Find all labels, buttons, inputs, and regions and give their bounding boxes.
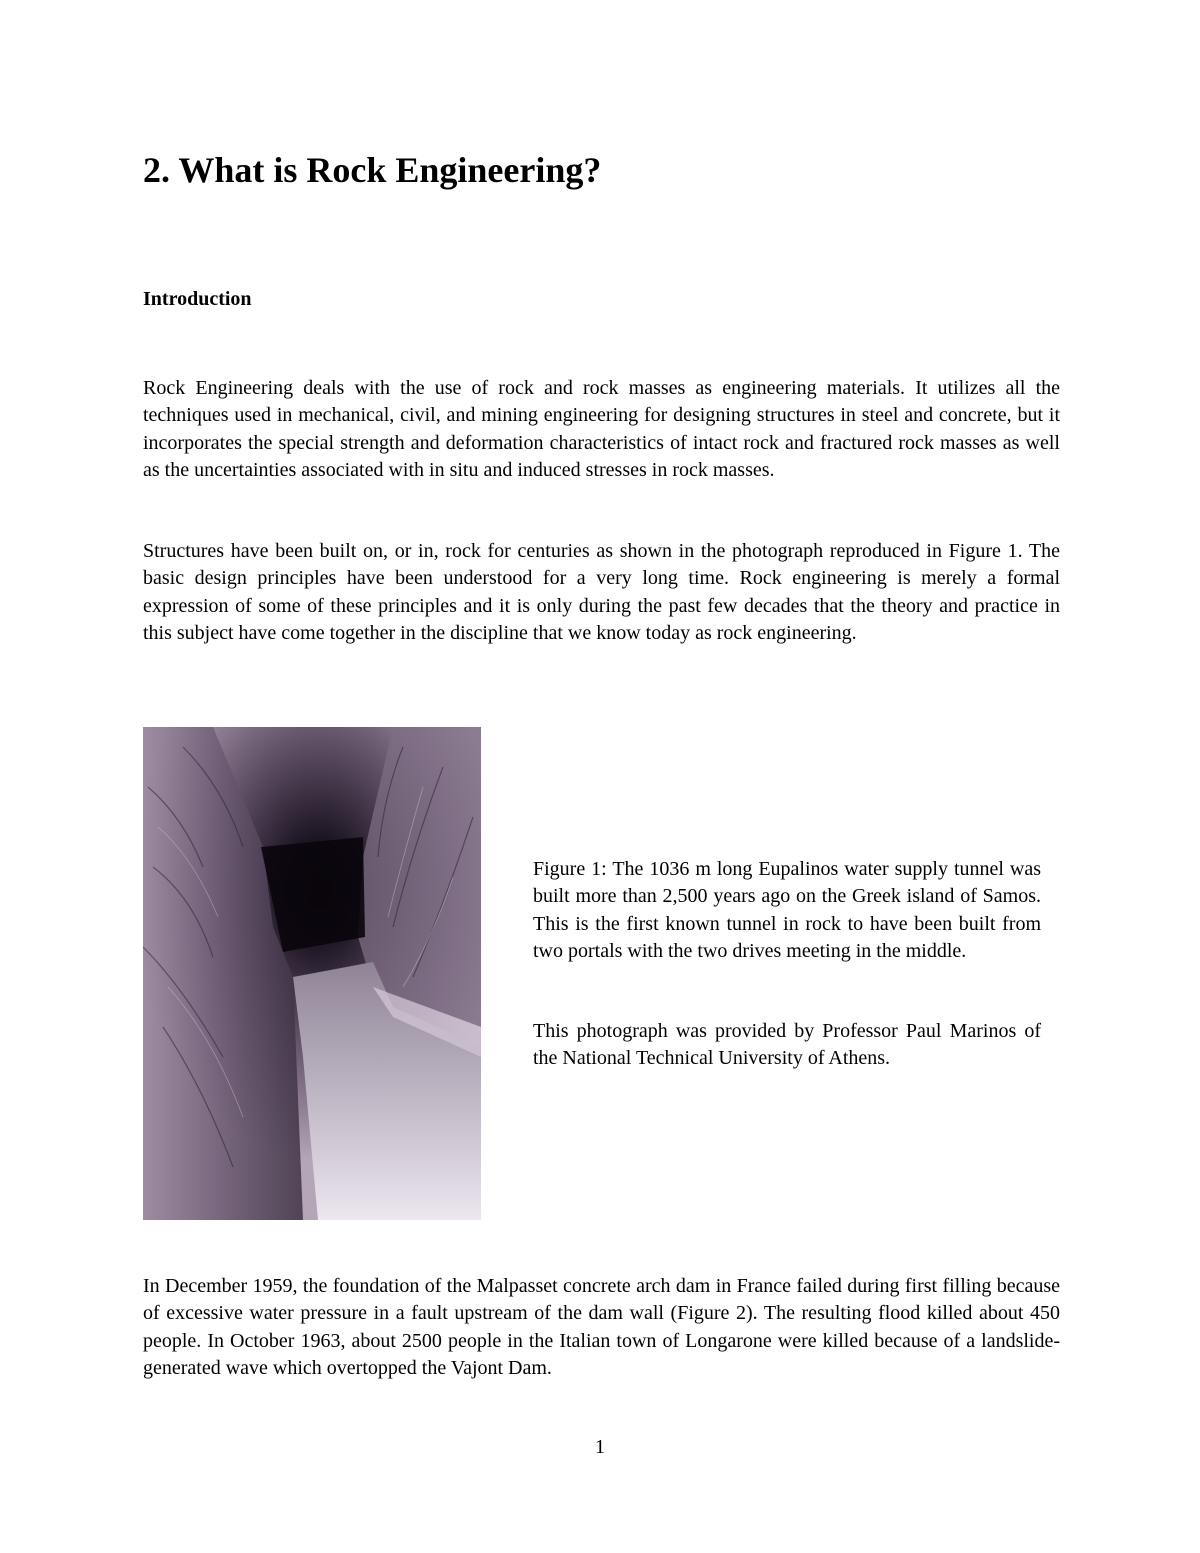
page-title: 2. What is Rock Engineering? xyxy=(143,150,602,190)
figure-1-photo xyxy=(143,727,481,1220)
page-number: 1 xyxy=(595,1436,605,1458)
figure-1-credit: This photograph was provided by Professor Paul Marinos of the National Technical University of Athens. xyxy=(533,1020,1041,1070)
body-paragraph: Rock Engineering deals with the use of rock and rock masses as engineering materials. It utilizes all the techniques used in mechanical, civil, and mining engineering for designing structures in steel and concrete, but it incorporates the special strength and deformation characteristics of intact rock and fractured rock masses as well as the uncertainties associated with in situ and induced stresses in rock masses. xyxy=(143,377,1060,482)
tunnel-photo-image xyxy=(143,727,481,1220)
body-paragraph: In December 1959, the foundation of the Malpasset concrete arch dam in France failed during first filling because of excessive water pressure in a fault upstream of the dam wall (Figure 2). The resulting flood killed about 450 people. In October 1963, about 2500 people in the Italian town of Longarone were killed because of a landslide-generated wave which overtopped the Vajont Dam. xyxy=(143,1275,1060,1380)
section-heading-introduction: Introduction xyxy=(143,288,252,310)
figure-1-caption: Figure 1: The 1036 m long Eupalinos water supply tunnel was built more than 2,500 years ago on the Greek island of Samos. This is the first known tunnel in rock to have been built from two portals with the two drives meeting in the middle. xyxy=(533,858,1041,963)
body-paragraph: Structures have been built on, or in, rock for centuries as shown in the photograph reproduced in Figure 1. The basic design principles have been understood for a very long time. Rock engineering is merely a formal expression of some of these principles and it is only during the past few decades that the theory and practice in this subject have come together in the discipline that we know today as rock engineering. xyxy=(143,540,1060,645)
